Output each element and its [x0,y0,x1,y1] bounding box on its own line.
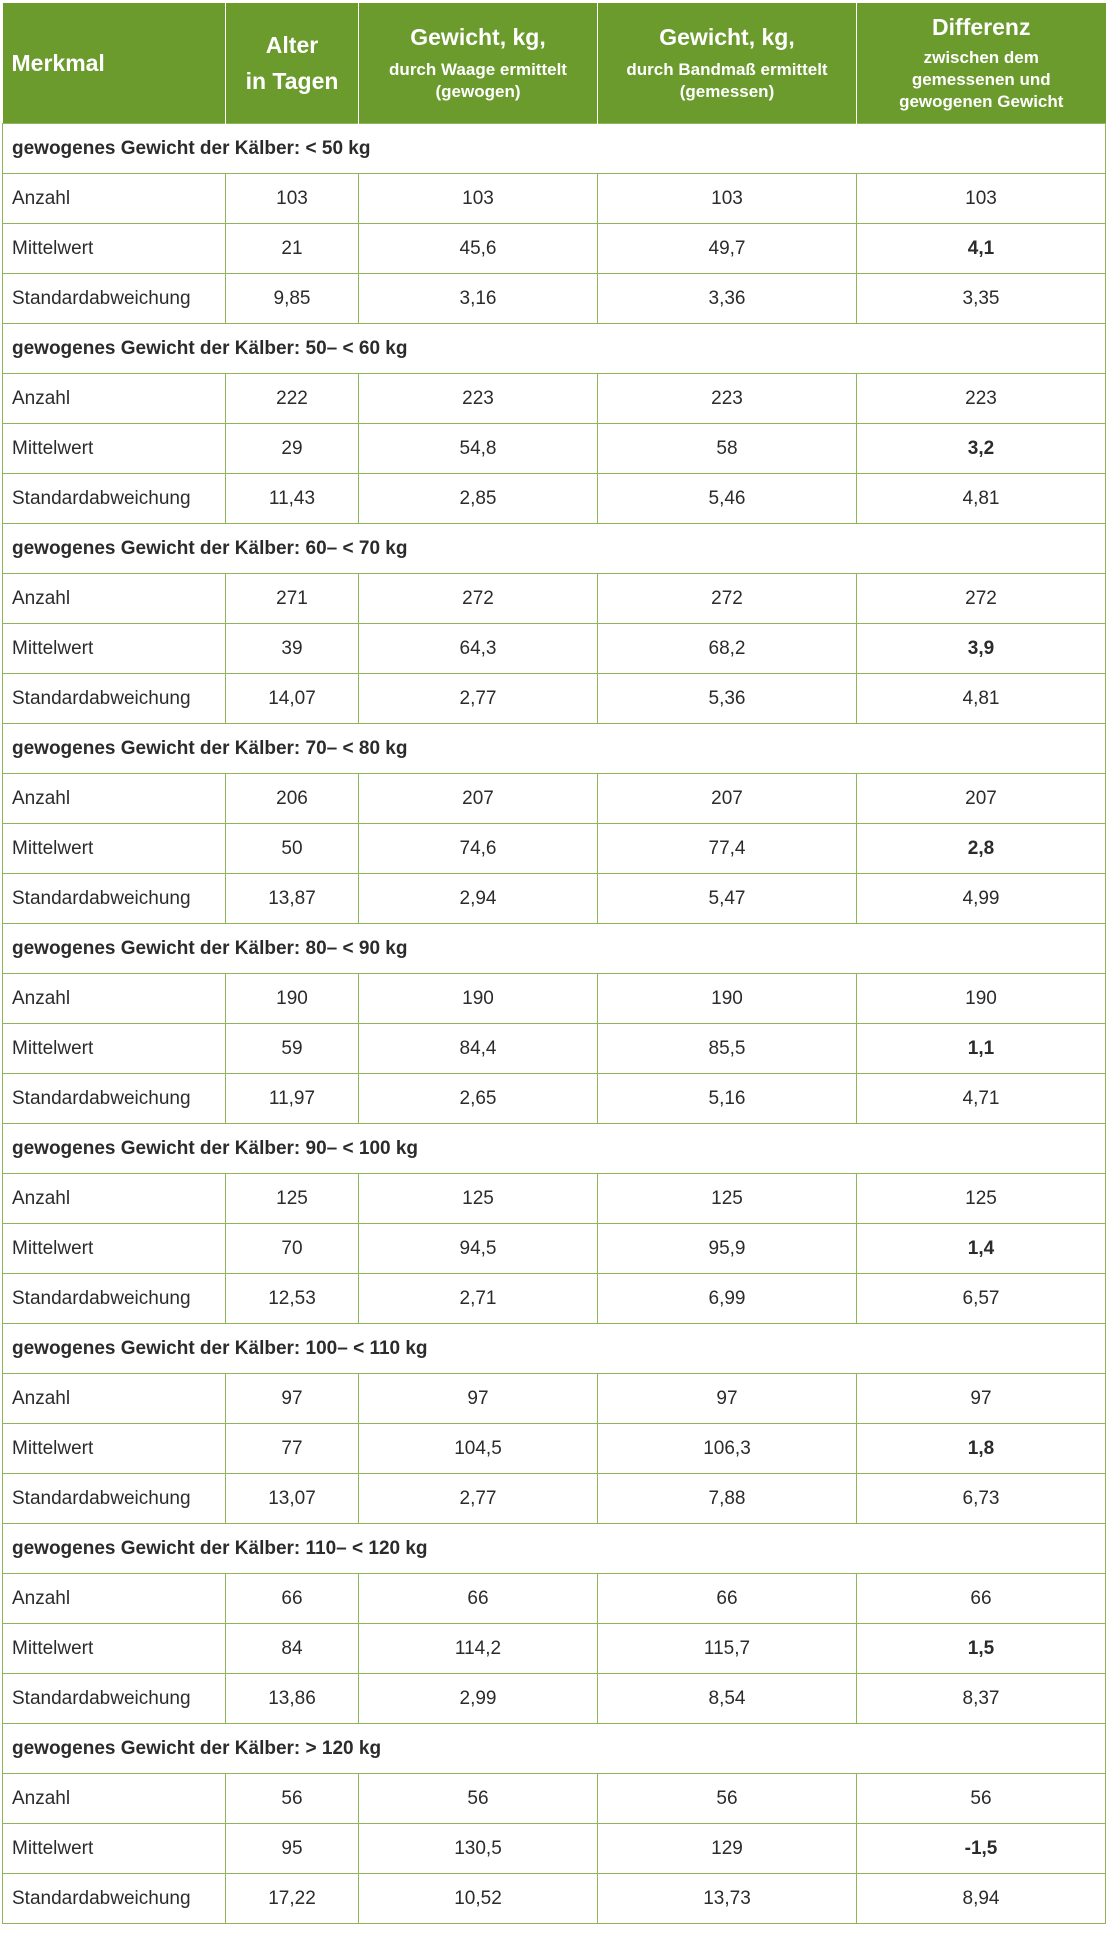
cell-gemessen: 77,4 [598,824,857,874]
table-row [3,174,1106,224]
cell-gemessen: 125 [598,1174,857,1224]
table-row [3,424,1106,474]
cell-alter: 12,53 [226,1274,359,1324]
cell-alter: 190 [226,974,359,1024]
cell-differenz: -1,5 [857,1824,1106,1874]
table-row [3,774,1106,824]
cell-gemessen: 129 [598,1824,857,1874]
header-differenz [857,3,1106,124]
cell-differenz: 103 [857,174,1106,224]
cell-gewogen: 10,52 [359,1874,598,1924]
cell-differenz: 97 [857,1374,1106,1424]
cell-alter: 103 [226,174,359,224]
cell-differenz: 4,71 [857,1074,1106,1124]
cell-gemessen: 207 [598,774,857,824]
cell-label: Standardabweichung [3,1874,226,1924]
cell-label: Standardabweichung [3,474,226,524]
table-row [3,1674,1106,1724]
cell-gewogen: 74,6 [359,824,598,874]
cell-gemessen: 5,47 [598,874,857,924]
cell-label: Mittelwert [3,1424,226,1474]
cell-label: Mittelwert [3,1824,226,1874]
cell-differenz: 4,1 [857,224,1106,274]
table-row [3,1074,1106,1124]
header-gewogen-sub2: (gewogen) [435,82,521,101]
cell-differenz: 207 [857,774,1106,824]
cell-differenz: 8,37 [857,1674,1106,1724]
cell-differenz: 3,9 [857,624,1106,674]
table-row [3,274,1106,324]
group-title: gewogenes Gewicht der Kälber: 80– < 90 kg [3,924,1106,974]
cell-alter: 84 [226,1624,359,1674]
cell-differenz: 6,57 [857,1274,1106,1324]
cell-gemessen: 106,3 [598,1424,857,1474]
cell-alter: 14,07 [226,674,359,724]
table-row [3,624,1106,674]
table-row [3,1224,1106,1274]
cell-gemessen: 97 [598,1374,857,1424]
cell-alter: 11,97 [226,1074,359,1124]
cell-alter: 13,87 [226,874,359,924]
group-title: gewogenes Gewicht der Kälber: 60– < 70 kg [3,524,1106,574]
cell-gemessen: 5,36 [598,674,857,724]
cell-differenz: 1,4 [857,1224,1106,1274]
cell-gewogen: 207 [359,774,598,824]
table-row [3,374,1106,424]
cell-differenz: 3,35 [857,274,1106,324]
group-header-row [3,1724,1106,1774]
cell-label: Mittelwert [3,1224,226,1274]
cell-gewogen: 130,5 [359,1824,598,1874]
cell-differenz: 6,73 [857,1474,1106,1524]
cell-differenz: 4,99 [857,874,1106,924]
header-gewogen-main: Gewicht, kg, [410,24,546,50]
cell-gemessen: 68,2 [598,624,857,674]
cell-differenz: 125 [857,1174,1106,1224]
header-differenz-sub2: gemessenen und [911,70,1051,89]
cell-differenz: 4,81 [857,674,1106,724]
cell-label: Standardabweichung [3,1474,226,1524]
cell-gewogen: 2,77 [359,674,598,724]
cell-differenz: 1,1 [857,1024,1106,1074]
group-header-row [3,524,1106,574]
table-row [3,224,1106,274]
cell-gewogen: 272 [359,574,598,624]
table-row [3,474,1106,524]
cell-label: Mittelwert [3,824,226,874]
cell-differenz: 2,8 [857,824,1106,874]
header-gemessen-sub2: (gemessen) [679,82,775,101]
header-gewogen-sub1: durch Waage ermittelt [389,60,567,79]
cell-label: Mittelwert [3,224,226,274]
cell-gewogen: 103 [359,174,598,224]
cell-alter: 13,07 [226,1474,359,1524]
cell-alter: 222 [226,374,359,424]
cell-alter: 13,86 [226,1674,359,1724]
cell-label: Standardabweichung [3,1074,226,1124]
header-gemessen-sub1: durch Bandmaß ermittelt [626,60,828,79]
group-header-row [3,1524,1106,1574]
cell-label: Anzahl [3,174,226,224]
cell-gewogen: 2,77 [359,1474,598,1524]
group-header-row [3,324,1106,374]
cell-differenz: 223 [857,374,1106,424]
cell-gewogen: 84,4 [359,1024,598,1074]
cell-gemessen: 272 [598,574,857,624]
cell-label: Anzahl [3,1174,226,1224]
header-gewogen [359,3,598,124]
cell-gemessen: 95,9 [598,1224,857,1274]
cell-alter: 11,43 [226,474,359,524]
cell-gemessen: 66 [598,1574,857,1624]
group-header-row [3,924,1106,974]
cell-gewogen: 2,99 [359,1674,598,1724]
cell-differenz: 56 [857,1774,1106,1824]
cell-label: Standardabweichung [3,274,226,324]
table-row [3,874,1106,924]
table-row [3,974,1106,1024]
cell-gemessen: 58 [598,424,857,474]
cell-differenz: 66 [857,1574,1106,1624]
cell-gewogen: 2,65 [359,1074,598,1124]
group-header-row [3,124,1106,174]
cell-label: Standardabweichung [3,1674,226,1724]
cell-gewogen: 190 [359,974,598,1024]
cell-label: Mittelwert [3,624,226,674]
cell-alter: 66 [226,1574,359,1624]
cell-gemessen: 223 [598,374,857,424]
cell-gewogen: 64,3 [359,624,598,674]
cell-gewogen: 2,85 [359,474,598,524]
cell-gemessen: 13,73 [598,1874,857,1924]
cell-gemessen: 8,54 [598,1674,857,1724]
cell-gemessen: 103 [598,174,857,224]
header-merkmal: Merkmal [3,3,226,124]
cell-gemessen: 7,88 [598,1474,857,1524]
cell-alter: 77 [226,1424,359,1474]
group-title: gewogenes Gewicht der Kälber: 70– < 80 kg [3,724,1106,774]
group-header-row [3,1124,1106,1174]
cell-alter: 97 [226,1374,359,1424]
cell-gemessen: 6,99 [598,1274,857,1324]
cell-gewogen: 125 [359,1174,598,1224]
cell-alter: 206 [226,774,359,824]
header-differenz-sub1: zwischen dem [923,48,1039,67]
cell-alter: 56 [226,1774,359,1824]
cell-gemessen: 5,16 [598,1074,857,1124]
table-row [3,1574,1106,1624]
cell-label: Mittelwert [3,1624,226,1674]
cell-gewogen: 2,94 [359,874,598,924]
cell-differenz: 1,8 [857,1424,1106,1474]
cell-gemessen: 85,5 [598,1024,857,1074]
cell-gewogen: 97 [359,1374,598,1424]
cell-gewogen: 66 [359,1574,598,1624]
cell-label: Anzahl [3,974,226,1024]
cell-label: Anzahl [3,774,226,824]
group-title: gewogenes Gewicht der Kälber: 100– < 110 kg [3,1324,1106,1374]
cell-alter: 17,22 [226,1874,359,1924]
header-differenz-main: Differenz [932,14,1031,40]
cell-gemessen: 49,7 [598,224,857,274]
group-title: gewogenes Gewicht der Kälber: 110– < 120 kg [3,1524,1106,1574]
cell-alter: 21 [226,224,359,274]
cell-gemessen: 56 [598,1774,857,1824]
cell-gewogen: 54,8 [359,424,598,474]
table-row [3,1374,1106,1424]
header-alter-line2: in Tagen [245,68,339,94]
cell-alter: 29 [226,424,359,474]
cell-gewogen: 56 [359,1774,598,1824]
cell-label: Anzahl [3,1774,226,1824]
cell-differenz: 4,81 [857,474,1106,524]
cell-label: Standardabweichung [3,674,226,724]
cell-gewogen: 94,5 [359,1224,598,1274]
cell-gewogen: 2,71 [359,1274,598,1324]
table-row [3,1874,1106,1924]
table-row [3,1174,1106,1224]
cell-differenz: 1,5 [857,1624,1106,1674]
group-header-row [3,724,1106,774]
header-alter [226,3,359,124]
header-alter-line1: Alter [265,32,319,58]
cell-alter: 125 [226,1174,359,1224]
cell-gewogen: 104,5 [359,1424,598,1474]
group-title: gewogenes Gewicht der Kälber: < 50 kg [3,124,1106,174]
cell-label: Standardabweichung [3,1274,226,1324]
cell-alter: 95 [226,1824,359,1874]
table-row [3,1474,1106,1524]
table-row [3,574,1106,624]
header-row [3,3,1106,124]
cell-label: Anzahl [3,574,226,624]
cell-differenz: 8,94 [857,1874,1106,1924]
table-row [3,1024,1106,1074]
cell-gewogen: 45,6 [359,224,598,274]
cell-gewogen: 223 [359,374,598,424]
group-title: gewogenes Gewicht der Kälber: 90– < 100 kg [3,1124,1106,1174]
group-title: gewogenes Gewicht der Kälber: 50– < 60 kg [3,324,1106,374]
table-row [3,824,1106,874]
cell-alter: 39 [226,624,359,674]
cell-alter: 9,85 [226,274,359,324]
table-row [3,1824,1106,1874]
table-row [3,1624,1106,1674]
header-gemessen-main: Gewicht, kg, [659,24,795,50]
cell-differenz: 3,2 [857,424,1106,474]
cell-label: Anzahl [3,374,226,424]
cell-differenz: 272 [857,574,1106,624]
table-row [3,1774,1106,1824]
cell-alter: 271 [226,574,359,624]
header-differenz-sub3: gewogenen Gewicht [899,92,1064,111]
table-body [3,124,1106,1924]
group-title: gewogenes Gewicht der Kälber: > 120 kg [3,1724,1106,1774]
table-row [3,674,1106,724]
group-header-row [3,1324,1106,1374]
cell-gemessen: 3,36 [598,274,857,324]
cell-alter: 50 [226,824,359,874]
cell-label: Anzahl [3,1374,226,1424]
cell-differenz: 190 [857,974,1106,1024]
cell-label: Anzahl [3,1574,226,1624]
table-row [3,1274,1106,1324]
cell-gewogen: 3,16 [359,274,598,324]
cell-label: Mittelwert [3,424,226,474]
calf-weight-table [2,3,1106,1924]
table-row [3,1424,1106,1474]
header-gemessen [598,3,857,124]
cell-label: Mittelwert [3,1024,226,1074]
cell-gemessen: 5,46 [598,474,857,524]
cell-gewogen: 114,2 [359,1624,598,1674]
cell-gemessen: 190 [598,974,857,1024]
cell-alter: 59 [226,1024,359,1074]
cell-label: Standardabweichung [3,874,226,924]
cell-gemessen: 115,7 [598,1624,857,1674]
cell-alter: 70 [226,1224,359,1274]
